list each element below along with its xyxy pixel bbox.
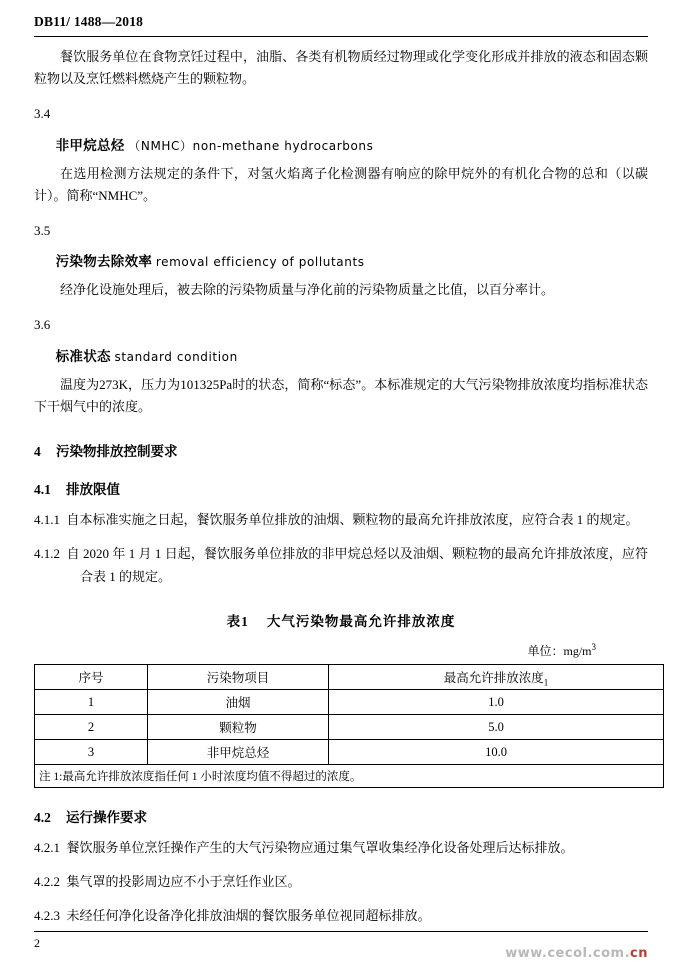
clause-4-1-2-number: 4.1.2 — [34, 545, 60, 561]
table-row — [35, 740, 664, 765]
term-3-6 — [34, 345, 648, 365]
page-header — [34, 0, 648, 30]
term-3-4 — [34, 134, 648, 154]
emission-limits-table — [34, 664, 664, 788]
table-header-pollutant: 污染物项目 — [148, 665, 329, 690]
term-3-5 — [34, 250, 648, 270]
section-4-2-title: 运行操作要求 — [66, 810, 147, 826]
clause-4-2-1 — [34, 837, 648, 860]
table-unit-superscript: 3 — [591, 642, 596, 653]
clause-4-2-3 — [34, 905, 648, 928]
table-row — [35, 690, 664, 715]
section-4-1-heading — [34, 478, 648, 498]
row-3-no: 3 — [35, 740, 148, 765]
section-4-title: 污染物排放控制要求 — [56, 444, 178, 460]
term-3-4-definition: 在选用检测方法规定的条件下，对氢火焰离子化检测器有响应的除甲烷外的有机化合物的总和（以碳计）。简称“NMHC”。 — [34, 165, 648, 203]
watermark-suffix: cn — [630, 946, 648, 961]
term-3-4-en: （NMHC）non-methane hydrocarbons — [128, 138, 374, 153]
clause-4-1-1-number: 4.1.1 — [34, 512, 60, 528]
header-divider — [34, 36, 648, 37]
clause-4-2-1-text: 餐饮服务单位烹饪操作产生的大气污染物应通过集气罩收集经净化设备处理后达标排放。 — [66, 840, 574, 856]
clause-4-2-2-text: 集气罩的投影周边应不小于烹饪作业区。 — [66, 874, 301, 890]
row-2-pollutant: 颗粒物 — [148, 715, 329, 740]
row-1-no: 1 — [35, 690, 148, 715]
clause-4-2-1-number: 4.2.1 — [34, 840, 60, 856]
table-header-limit — [329, 665, 664, 690]
section-4-2-number: 4.2 — [34, 810, 51, 826]
clause-number-3-4: 3.4 — [34, 106, 51, 122]
table-row — [35, 715, 664, 740]
term-3-6-en: standard condition — [114, 349, 238, 364]
table-header-limit-text: 最高允许排放浓度 — [443, 670, 544, 685]
term-3-5-definition: 经净化设施处理后，被去除的污染物质量与净化前的污染物质量之比值，以百分率计。 — [60, 282, 555, 298]
table-header-no: 序号 — [35, 665, 148, 690]
table-title — [34, 610, 648, 630]
row-3-pollutant: 非甲烷总烃 — [148, 740, 329, 765]
clause-4-1-1 — [34, 509, 648, 532]
term-3-6-cn: 标准状态 — [55, 348, 111, 364]
term-3-5-cn: 污染物去除效率 — [55, 254, 153, 270]
watermark-main: www.cecol.com. — [505, 946, 631, 961]
table-note: 注 1:最高允许排放浓度指任何 1 小时浓度均值不得超过的浓度。 — [35, 765, 664, 788]
row-3-limit: 10.0 — [329, 740, 664, 765]
footer-divider — [34, 931, 648, 932]
site-watermark — [505, 946, 648, 961]
table-unit-prefix: 单位： — [527, 644, 564, 659]
clause-4-2-3-text: 未经任何净化设备净化排放油烟的餐饮服务单位视同超标排放。 — [66, 907, 431, 923]
section-4-1-number: 4.1 — [34, 482, 51, 498]
section-4-2-heading — [34, 806, 648, 826]
row-2-limit: 5.0 — [329, 715, 664, 740]
section-4-number: 4 — [34, 444, 41, 460]
clause-4-2-3-number: 4.2.3 — [34, 907, 60, 923]
clause-4-1-2 — [34, 543, 648, 589]
section-4-1-title: 排放限值 — [66, 482, 120, 498]
table-header-limit-sub: 1 — [543, 677, 549, 688]
row-1-limit: 1.0 — [329, 690, 664, 715]
clause-number-3-5: 3.5 — [34, 222, 51, 238]
row-1-pollutant: 油烟 — [148, 690, 329, 715]
table-label: 表1 — [226, 614, 249, 630]
standard-id: DB11/ 1488—2018 — [34, 14, 144, 29]
table-caption: 大气污染物最高允许排放浓度 — [266, 614, 456, 630]
clause-4-1-1-text: 自本标准实施之日起，餐饮服务单位排放的油烟、颗粒物的最高允许排放浓度，应符合表 1 的规定。 — [66, 512, 639, 528]
term-3-4-cn: 非甲烷总烃 — [55, 137, 125, 153]
clause-4-1-2-text: 自 2020 年 1 月 1 日起，餐饮服务单位排放的非甲烷总烃以及油烟、颗粒物的最高允许排放浓度，应符合表 1 的规定。 — [66, 545, 648, 584]
section-4-heading — [34, 440, 648, 460]
row-2-no: 2 — [35, 715, 148, 740]
clause-4-2-2 — [34, 871, 648, 894]
term-3-6-definition: 温度为273K，压力为101325Pa时的状态，简称“标态”。本标准规定的大气污染物排放浓度均指标准状态下干烟气中的浓度。 — [34, 376, 648, 415]
table-unit-line — [34, 642, 596, 659]
table-header-row — [35, 665, 664, 690]
intro-paragraph: 餐饮服务单位在食物烹饪过程中，油脂、各类有机物质经过物理或化学变化形成并排放的液态和固态颗粒物以及烹饪燃料燃烧产生的颗粒物。 — [34, 49, 648, 87]
table-unit-value: mg/m — [563, 644, 592, 659]
table-note-row — [35, 765, 664, 788]
term-3-5-en: removal efficiency of pollutants — [155, 255, 365, 270]
clause-4-2-2-number: 4.2.2 — [34, 874, 60, 890]
page-number: 2 — [34, 936, 40, 950]
clause-number-3-6: 3.6 — [34, 317, 51, 333]
